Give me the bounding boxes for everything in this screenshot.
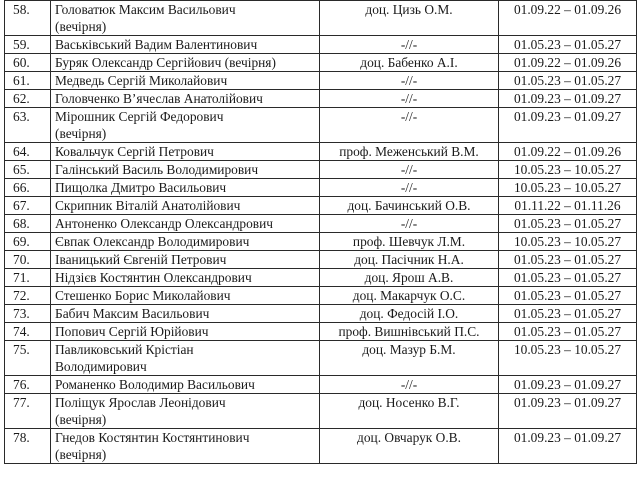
study-period: 10.05.23 – 10.05.27 bbox=[499, 233, 637, 251]
study-period: 01.05.23 – 01.05.27 bbox=[499, 215, 637, 233]
study-period: 10.05.23 – 10.05.27 bbox=[499, 179, 637, 197]
student-name: Євпак Олександр Володимирович bbox=[55, 234, 250, 249]
student-name: Попович Сергій Юрійович bbox=[55, 324, 209, 339]
student-name: Буряк Олександр Сергійович (вечірня) bbox=[55, 55, 276, 70]
student-name: Іваницький Євгеній Петрович bbox=[55, 252, 227, 267]
study-period: 01.09.23 – 01.09.27 bbox=[499, 376, 637, 394]
table-row bbox=[5, 287, 637, 305]
table-row bbox=[5, 72, 637, 90]
student-name: Поліщук Ярослав Леонідович bbox=[55, 395, 226, 410]
student-name-cell bbox=[51, 197, 320, 215]
student-name-cell bbox=[51, 376, 320, 394]
student-name-cell bbox=[51, 287, 320, 305]
student-name-cell bbox=[51, 108, 320, 143]
student-name: Стешенко Борис Миколайович bbox=[55, 288, 231, 303]
student-name-cell bbox=[51, 429, 320, 464]
supervisor: проф. Вишнівський П.С. bbox=[320, 323, 499, 341]
row-number: 73. bbox=[5, 305, 51, 323]
table-row bbox=[5, 179, 637, 197]
study-period: 01.05.23 – 01.05.27 bbox=[499, 287, 637, 305]
study-period: 01.05.23 – 01.05.27 bbox=[499, 305, 637, 323]
student-name: Антоненко Олександр Олександрович bbox=[55, 216, 274, 231]
supervisor: доц. Мазур Б.М. bbox=[320, 341, 499, 376]
student-name-cell bbox=[51, 179, 320, 197]
table-row bbox=[5, 251, 637, 269]
table-row bbox=[5, 1, 637, 36]
study-period: 01.05.23 – 01.05.27 bbox=[499, 269, 637, 287]
supervisor: -//- bbox=[320, 36, 499, 54]
table-row bbox=[5, 376, 637, 394]
table-row bbox=[5, 108, 637, 143]
row-number: 65. bbox=[5, 161, 51, 179]
supervisor: проф. Шевчук Л.М. bbox=[320, 233, 499, 251]
supervisor: доц. Бачинський О.В. bbox=[320, 197, 499, 215]
row-number: 72. bbox=[5, 287, 51, 305]
row-number: 59. bbox=[5, 36, 51, 54]
table-row bbox=[5, 394, 637, 429]
study-period: 01.09.22 – 01.09.26 bbox=[499, 143, 637, 161]
student-name-cell bbox=[51, 72, 320, 90]
supervisor: -//- bbox=[320, 72, 499, 90]
student-name: Галінський Василь Володимирович bbox=[55, 162, 259, 177]
supervisor: -//- bbox=[320, 90, 499, 108]
student-name: Гнедов Костянтин Костянтинович bbox=[55, 430, 250, 445]
table-row bbox=[5, 215, 637, 233]
student-name-cell bbox=[51, 54, 320, 72]
supervisor: -//- bbox=[320, 108, 499, 143]
table-row bbox=[5, 233, 637, 251]
student-name-cell bbox=[51, 269, 320, 287]
study-period: 01.09.22 – 01.09.26 bbox=[499, 54, 637, 72]
study-period: 01.09.23 – 01.09.27 bbox=[499, 90, 637, 108]
student-name: Павликовський Крістіан bbox=[55, 342, 194, 357]
supervisor: доц. Ярош А.В. bbox=[320, 269, 499, 287]
table-row bbox=[5, 143, 637, 161]
postgraduate-table bbox=[4, 0, 637, 464]
student-name: Васьківський Вадим Валентинович bbox=[55, 37, 258, 52]
student-name-note: (вечірня) bbox=[55, 126, 107, 141]
row-number: 67. bbox=[5, 197, 51, 215]
supervisor: доц. Носенко В.Г. bbox=[320, 394, 499, 429]
student-name: Бабич Максим Васильович bbox=[55, 306, 210, 321]
table-row bbox=[5, 54, 637, 72]
student-name: Медведь Сергій Миколайович bbox=[55, 73, 228, 88]
table-row bbox=[5, 36, 637, 54]
student-name-cell bbox=[51, 36, 320, 54]
supervisor: -//- bbox=[320, 376, 499, 394]
student-name: Мірошник Сергій Федорович bbox=[55, 109, 224, 124]
row-number: 58. bbox=[5, 1, 51, 36]
study-period: 10.05.23 – 10.05.27 bbox=[499, 341, 637, 376]
table-row bbox=[5, 323, 637, 341]
row-number: 75. bbox=[5, 341, 51, 376]
student-name-cell bbox=[51, 215, 320, 233]
student-name-note: Володимирович bbox=[55, 359, 147, 374]
student-name: Нідзієв Костянтин Олександрович bbox=[55, 270, 252, 285]
study-period: 01.05.23 – 01.05.27 bbox=[499, 323, 637, 341]
supervisor: доц. Макарчук О.С. bbox=[320, 287, 499, 305]
row-number: 66. bbox=[5, 179, 51, 197]
student-name-cell bbox=[51, 251, 320, 269]
supervisor: доц. Овчарук О.В. bbox=[320, 429, 499, 464]
study-period: 10.05.23 – 10.05.27 bbox=[499, 161, 637, 179]
row-number: 63. bbox=[5, 108, 51, 143]
study-period: 01.05.23 – 01.05.27 bbox=[499, 72, 637, 90]
supervisor: -//- bbox=[320, 161, 499, 179]
student-name: Пищолка Дмитро Васильович bbox=[55, 180, 227, 195]
student-name-cell bbox=[51, 323, 320, 341]
table-row bbox=[5, 341, 637, 376]
student-name-cell bbox=[51, 341, 320, 376]
student-name: Романенко Володимир Васильович bbox=[55, 377, 255, 392]
row-number: 68. bbox=[5, 215, 51, 233]
row-number: 61. bbox=[5, 72, 51, 90]
supervisor: доц. Бабенко А.І. bbox=[320, 54, 499, 72]
student-name-cell bbox=[51, 233, 320, 251]
student-name: Ковальчук Сергій Петрович bbox=[55, 144, 214, 159]
supervisor: доц. Пасічник Н.А. bbox=[320, 251, 499, 269]
study-period: 01.09.23 – 01.09.27 bbox=[499, 429, 637, 464]
study-period: 01.09.22 – 01.09.26 bbox=[499, 1, 637, 36]
row-number: 76. bbox=[5, 376, 51, 394]
supervisor: доц. Федосій І.О. bbox=[320, 305, 499, 323]
study-period: 01.05.23 – 01.05.27 bbox=[499, 251, 637, 269]
student-name-cell bbox=[51, 1, 320, 36]
table-row bbox=[5, 269, 637, 287]
supervisor: доц. Цизь О.М. bbox=[320, 1, 499, 36]
study-period: 01.09.23 – 01.09.27 bbox=[499, 108, 637, 143]
table-row bbox=[5, 90, 637, 108]
study-period: 01.09.23 – 01.09.27 bbox=[499, 394, 637, 429]
row-number: 62. bbox=[5, 90, 51, 108]
student-name-note: (вечірня) bbox=[55, 19, 107, 34]
row-number: 64. bbox=[5, 143, 51, 161]
student-name: Скрипник Віталій Анатолійович bbox=[55, 198, 241, 213]
student-name-cell bbox=[51, 305, 320, 323]
table-row bbox=[5, 161, 637, 179]
student-name-cell bbox=[51, 161, 320, 179]
student-name-cell bbox=[51, 143, 320, 161]
student-name-cell bbox=[51, 90, 320, 108]
row-number: 74. bbox=[5, 323, 51, 341]
table-row bbox=[5, 429, 637, 464]
study-period: 01.11.22 – 01.11.26 bbox=[499, 197, 637, 215]
supervisor: проф. Меженський В.М. bbox=[320, 143, 499, 161]
row-number: 78. bbox=[5, 429, 51, 464]
student-name-note: (вечірня) bbox=[55, 447, 107, 462]
row-number: 70. bbox=[5, 251, 51, 269]
table-row bbox=[5, 197, 637, 215]
student-name: Головченко В’ячеслав Анатолійович bbox=[55, 91, 263, 106]
student-name-cell bbox=[51, 394, 320, 429]
row-number: 69. bbox=[5, 233, 51, 251]
table-body bbox=[5, 1, 637, 464]
student-name: Головатюк Максим Васильович bbox=[55, 2, 236, 17]
row-number: 60. bbox=[5, 54, 51, 72]
row-number: 77. bbox=[5, 394, 51, 429]
supervisor: -//- bbox=[320, 215, 499, 233]
supervisor: -//- bbox=[320, 179, 499, 197]
table-row bbox=[5, 305, 637, 323]
study-period: 01.05.23 – 01.05.27 bbox=[499, 36, 637, 54]
student-name-note: (вечірня) bbox=[55, 412, 107, 427]
row-number: 71. bbox=[5, 269, 51, 287]
